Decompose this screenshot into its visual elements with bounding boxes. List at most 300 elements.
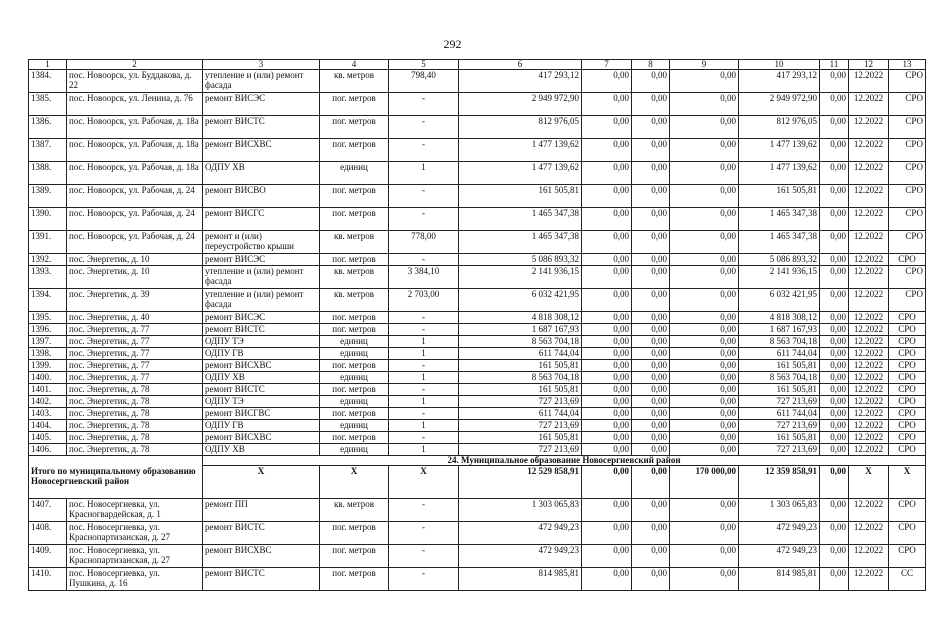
deadline: 12.2022 [849,522,889,545]
fund-7: 0,00 [582,208,632,231]
total-cost: 1 465 347,38 [459,231,582,254]
total-cost: 1 477 139,62 [459,162,582,185]
total-cost: 5 086 893,32 [459,254,582,266]
fund-7: 0,00 [582,289,632,312]
method: СРО [889,396,926,408]
unit: единиц [320,396,389,408]
address: пос. Энергетик, д. 39 [67,289,203,312]
method: СРО [889,70,926,93]
address: пос. Энергетик, д. 78 [67,408,203,420]
fund-8: 0,00 [632,384,670,396]
fund-8: 0,00 [632,116,670,139]
table-row [29,408,926,420]
work-type: ремонт ВИСЭС [203,93,320,116]
fund-8: 0,00 [632,162,670,185]
fund-8: 0,00 [632,231,670,254]
quantity: - [389,384,459,396]
fund-11: 0,00 [820,289,849,312]
row-number: 1392. [29,254,67,266]
summary-cell: 170 000,00 [670,466,739,499]
fund-9: 0,00 [670,420,739,432]
row-number: 1387. [29,139,67,162]
address: пос. Энергетик, д. 40 [67,312,203,324]
table-row [29,139,926,162]
fund-10: 161 505,81 [739,185,820,208]
address: пос. Энергетик, д. 78 [67,420,203,432]
fund-7: 0,00 [582,312,632,324]
table-row [29,372,926,384]
fund-8: 0,00 [632,372,670,384]
work-type: ремонт и (или) переустройство крыши [203,231,320,254]
address: пос. Новоорск, ул. Рабочая, д. 18а [67,116,203,139]
work-type: ремонт ВИСВО [203,185,320,208]
unit: пог. метров [320,384,389,396]
work-type: ремонт ВИСГС [203,208,320,231]
row-number: 1399. [29,360,67,372]
row-number: 1405. [29,432,67,444]
quantity: 1 [389,372,459,384]
work-type: утепление и (или) ремонт фасада [203,70,320,93]
address: пос. Энергетик, д. 77 [67,324,203,336]
fund-7: 0,00 [582,545,632,568]
fund-7: 0,00 [582,231,632,254]
method: СРО [889,348,926,360]
fund-8: 0,00 [632,254,670,266]
fund-9: 0,00 [670,312,739,324]
unit: пог. метров [320,312,389,324]
total-cost: 814 985,81 [459,568,582,591]
fund-8: 0,00 [632,185,670,208]
row-number: 1394. [29,289,67,312]
fund-7: 0,00 [582,324,632,336]
fund-7: 0,00 [582,116,632,139]
total-cost: 472 949,23 [459,545,582,568]
fund-9: 0,00 [670,444,739,456]
fund-9: 0,00 [670,384,739,396]
table-row [29,348,926,360]
work-type: ремонт ВИСТС [203,324,320,336]
fund-8: 0,00 [632,289,670,312]
address: пос. Энергетик, д. 10 [67,266,203,289]
unit: пог. метров [320,116,389,139]
unit: пог. метров [320,360,389,372]
fund-11: 0,00 [820,162,849,185]
unit: пог. метров [320,408,389,420]
fund-8: 0,00 [632,545,670,568]
unit: пог. метров [320,568,389,591]
deadline: 12.2022 [849,372,889,384]
row-number: 1409. [29,545,67,568]
row-number: 1390. [29,208,67,231]
fund-7: 0,00 [582,384,632,396]
address: пос. Новоорск, ул. Рабочая, д. 18а [67,162,203,185]
method: СРО [889,384,926,396]
work-type: ремонт ВИСТС [203,384,320,396]
col-header: 10 [739,60,820,70]
method: СРО [889,336,926,348]
fund-9: 0,00 [670,266,739,289]
fund-9: 0,00 [670,336,739,348]
fund-11: 0,00 [820,348,849,360]
quantity: - [389,408,459,420]
fund-11: 0,00 [820,372,849,384]
method: СРО [889,408,926,420]
fund-11: 0,00 [820,312,849,324]
quantity: - [389,545,459,568]
fund-8: 0,00 [632,432,670,444]
table-row [29,70,926,93]
total-cost: 611 744,04 [459,408,582,420]
quantity: 1 [389,162,459,185]
method: СРО [889,231,926,254]
row-number: 1407. [29,499,67,522]
address: пос. Новоорск, ул. Рабочая, д. 24 [67,185,203,208]
fund-10: 1 303 065,83 [739,499,820,522]
fund-10: 472 949,23 [739,522,820,545]
total-cost: 161 505,81 [459,384,582,396]
unit: пог. метров [320,185,389,208]
deadline: 12.2022 [849,432,889,444]
page-number: 292 [443,37,462,51]
method: СРО [889,162,926,185]
unit: кв. метров [320,266,389,289]
deadline: 12.2022 [849,545,889,568]
fund-8: 0,00 [632,324,670,336]
fund-11: 0,00 [820,116,849,139]
total-cost: 611 744,04 [459,348,582,360]
quantity: 1 [389,420,459,432]
fund-10: 161 505,81 [739,360,820,372]
deadline: 12.2022 [849,312,889,324]
fund-7: 0,00 [582,420,632,432]
row-number: 1402. [29,396,67,408]
table-row [29,93,926,116]
fund-7: 0,00 [582,348,632,360]
unit: кв. метров [320,231,389,254]
deadline: 12.2022 [849,266,889,289]
deadline: 12.2022 [849,208,889,231]
deadline: 12.2022 [849,162,889,185]
fund-8: 0,00 [632,348,670,360]
work-type: ремонт ВИСЭС [203,254,320,266]
fund-11: 0,00 [820,336,849,348]
fund-11: 0,00 [820,420,849,432]
quantity: - [389,360,459,372]
fund-7: 0,00 [582,162,632,185]
fund-7: 0,00 [582,70,632,93]
fund-11: 0,00 [820,266,849,289]
total-cost: 8 563 704,18 [459,336,582,348]
work-type: ремонт ВИСХВС [203,139,320,162]
unit: кв. метров [320,499,389,522]
address: пос. Новоорск, ул. Ленина, д. 76 [67,93,203,116]
fund-8: 0,00 [632,312,670,324]
work-type: ОДПУ ТЭ [203,396,320,408]
address: пос. Энергетик, д. 78 [67,444,203,456]
quantity: - [389,568,459,591]
quantity: - [389,208,459,231]
fund-10: 814 985,81 [739,568,820,591]
fund-9: 0,00 [670,231,739,254]
quantity: 3 384,10 [389,266,459,289]
col-header: 7 [582,60,632,70]
address: пос. Энергетик, д. 78 [67,432,203,444]
table-row [29,396,926,408]
address: пос. Новосергиевка, ул. Красногвардейская, д. 1 [67,499,203,522]
col-header: 1 [29,60,67,70]
method: СРО [889,139,926,162]
fund-10: 1 477 139,62 [739,162,820,185]
method: СРО [889,312,926,324]
fund-11: 0,00 [820,360,849,372]
row-number: 1397. [29,336,67,348]
unit: единиц [320,444,389,456]
work-type: ремонт ВИСТС [203,568,320,591]
fund-9: 0,00 [670,396,739,408]
address: пос. Энергетик, д. 77 [67,372,203,384]
quantity: - [389,522,459,545]
summary-cell: X [203,466,320,499]
fund-10: 611 744,04 [739,348,820,360]
method: СРО [889,289,926,312]
unit: единиц [320,348,389,360]
table-row [29,312,926,324]
section-title: 24. Муниципальное образование Новосергиевский район [203,456,926,466]
quantity: 798,40 [389,70,459,93]
total-cost: 727 213,69 [459,444,582,456]
fund-7: 0,00 [582,139,632,162]
fund-9: 0,00 [670,139,739,162]
deadline: 12.2022 [849,444,889,456]
work-type: ОДПУ ХВ [203,372,320,384]
fund-11: 0,00 [820,93,849,116]
method: СС [889,568,926,591]
work-type: ОДПУ ГВ [203,420,320,432]
fund-9: 0,00 [670,70,739,93]
unit: единиц [320,162,389,185]
method: СРО [889,254,926,266]
quantity: 1 [389,348,459,360]
fund-7: 0,00 [582,444,632,456]
col-header: 11 [820,60,849,70]
quantity: 778,00 [389,231,459,254]
fund-11: 0,00 [820,185,849,208]
quantity: 1 [389,396,459,408]
fund-10: 812 976,05 [739,116,820,139]
deadline: 12.2022 [849,289,889,312]
fund-9: 0,00 [670,372,739,384]
deadline: 12.2022 [849,396,889,408]
summary-cell: X [849,466,889,499]
fund-8: 0,00 [632,139,670,162]
fund-8: 0,00 [632,336,670,348]
row-number: 1400. [29,372,67,384]
quantity: - [389,254,459,266]
quantity: - [389,312,459,324]
method: СРО [889,208,926,231]
fund-10: 4 818 308,12 [739,312,820,324]
summary-cell: X [889,466,926,499]
unit: пог. метров [320,93,389,116]
summary-cell: 12 529 858,91 [459,466,582,499]
fund-8: 0,00 [632,266,670,289]
fund-7: 0,00 [582,254,632,266]
fund-7: 0,00 [582,499,632,522]
work-type: ремонт ВИСХВС [203,545,320,568]
col-header: 3 [203,60,320,70]
row-number: 1398. [29,348,67,360]
fund-9: 0,00 [670,324,739,336]
fund-9: 0,00 [670,360,739,372]
method: СРО [889,360,926,372]
fund-10: 1 465 347,38 [739,231,820,254]
fund-7: 0,00 [582,432,632,444]
fund-10: 1 687 167,93 [739,324,820,336]
summary-row [29,466,926,499]
work-type: ремонт ВИСГВС [203,408,320,420]
table-row [29,432,926,444]
deadline: 12.2022 [849,139,889,162]
quantity: - [389,139,459,162]
row-number: 1403. [29,408,67,420]
col-header: 6 [459,60,582,70]
total-cost: 1 465 347,38 [459,208,582,231]
total-cost: 1 687 167,93 [459,324,582,336]
deadline: 12.2022 [849,70,889,93]
fund-7: 0,00 [582,522,632,545]
unit: пог. метров [320,139,389,162]
work-type: ОДПУ ХВ [203,162,320,185]
summary-cell: 12 359 858,91 [739,466,820,499]
unit: пог. метров [320,324,389,336]
fund-11: 0,00 [820,444,849,456]
section-heading-row [29,456,926,466]
unit: кв. метров [320,70,389,93]
row-number: 1395. [29,312,67,324]
fund-9: 0,00 [670,545,739,568]
fund-10: 1 465 347,38 [739,208,820,231]
summary-cell: 0,00 [632,466,670,499]
deadline: 12.2022 [849,499,889,522]
total-cost: 4 818 308,12 [459,312,582,324]
summary-cell: X [320,466,389,499]
fund-10: 417 293,12 [739,70,820,93]
address: пос. Новоорск, ул. Буддакова, д. 22 [67,70,203,93]
fund-9: 0,00 [670,522,739,545]
unit: пог. метров [320,432,389,444]
method: СРО [889,444,926,456]
work-type: ремонт ВИСТС [203,522,320,545]
work-type: ОДПУ ХВ [203,444,320,456]
col-header: 12 [849,60,889,70]
address: пос. Новоорск, ул. Рабочая, д. 18а [67,139,203,162]
table-row [29,254,926,266]
fund-7: 0,00 [582,360,632,372]
work-type: ремонт ВИСХВС [203,432,320,444]
fund-11: 0,00 [820,499,849,522]
row-number: 1404. [29,420,67,432]
address: пос. Энергетик, д. 77 [67,360,203,372]
fund-11: 0,00 [820,254,849,266]
deadline: 12.2022 [849,360,889,372]
fund-8: 0,00 [632,208,670,231]
table-row [29,336,926,348]
fund-7: 0,00 [582,408,632,420]
fund-10: 5 086 893,32 [739,254,820,266]
table-row [29,384,926,396]
total-cost: 417 293,12 [459,70,582,93]
fund-8: 0,00 [632,568,670,591]
col-header: 8 [632,60,670,70]
fund-11: 0,00 [820,70,849,93]
method: СРО [889,432,926,444]
fund-8: 0,00 [632,420,670,432]
address: пос. Энергетик, д. 78 [67,396,203,408]
total-cost: 6 032 421,95 [459,289,582,312]
total-cost: 161 505,81 [459,185,582,208]
table-row [29,324,926,336]
row-number: 1396. [29,324,67,336]
fund-10: 2 141 936,15 [739,266,820,289]
capital-repair-table [28,59,926,591]
quantity: - [389,93,459,116]
fund-11: 0,00 [820,568,849,591]
work-type: утепление и (или) ремонт фасада [203,266,320,289]
work-type: ремонт ВИСЭС [203,312,320,324]
deadline: 12.2022 [849,384,889,396]
deadline: 12.2022 [849,336,889,348]
fund-8: 0,00 [632,408,670,420]
quantity: 1 [389,444,459,456]
quantity: - [389,432,459,444]
deadline: 12.2022 [849,568,889,591]
fund-10: 727 213,69 [739,396,820,408]
fund-10: 727 213,69 [739,444,820,456]
method: СРО [889,420,926,432]
total-cost: 1 303 065,83 [459,499,582,522]
fund-7: 0,00 [582,568,632,591]
unit: пог. метров [320,254,389,266]
quantity: - [389,499,459,522]
col-header: 9 [670,60,739,70]
row-number: 1406. [29,444,67,456]
fund-11: 0,00 [820,384,849,396]
table-row [29,360,926,372]
address: пос. Новосергиевка, ул. Краснопартизанская, д. 27 [67,522,203,545]
address: пос. Новосергиевка, ул. Краснопартизанская, д. 27 [67,545,203,568]
deadline: 12.2022 [849,185,889,208]
address: пос. Энергетик, д. 10 [67,254,203,266]
method: СРО [889,185,926,208]
address: пос. Энергетик, д. 78 [67,384,203,396]
fund-7: 0,00 [582,336,632,348]
fund-9: 0,00 [670,432,739,444]
fund-8: 0,00 [632,360,670,372]
unit: пог. метров [320,208,389,231]
row-number: 1384. [29,70,67,93]
work-type: ОДПУ ТЭ [203,336,320,348]
deadline: 12.2022 [849,93,889,116]
total-cost: 161 505,81 [459,360,582,372]
summary-cell: X [389,466,459,499]
table-row [29,568,926,591]
fund-11: 0,00 [820,408,849,420]
unit: единиц [320,420,389,432]
method: СРО [889,324,926,336]
table-row [29,116,926,139]
col-header: 2 [67,60,203,70]
fund-9: 0,00 [670,289,739,312]
